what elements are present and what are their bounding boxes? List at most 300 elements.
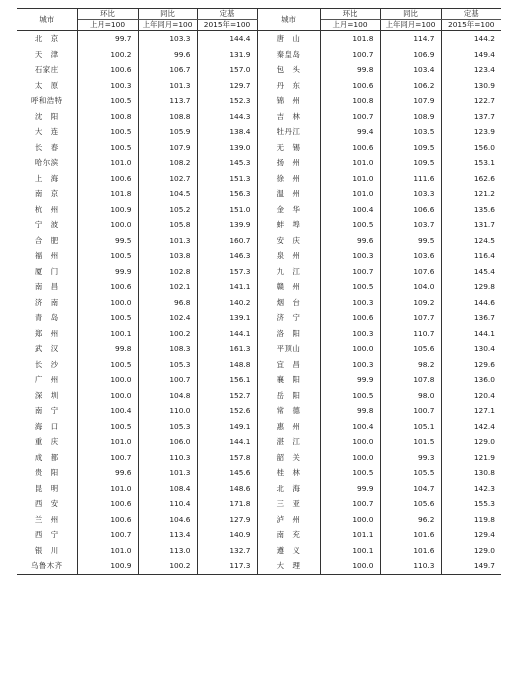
right-yoy-cell: 114.7 (380, 31, 441, 47)
left-mom-cell: 100.4 (77, 403, 138, 419)
table-row (17, 388, 501, 404)
right-city-cell: 吉 林 (257, 109, 320, 125)
left-fixed-cell: 152.3 (197, 93, 257, 109)
right-city-cell: 洛 阳 (257, 326, 320, 342)
left-mom-cell: 100.5 (77, 419, 138, 435)
left-fixed-cell: 129.7 (197, 78, 257, 94)
right-yoy-cell: 108.9 (380, 109, 441, 125)
left-city-cell: 长 春 (17, 140, 77, 156)
left-mom-cell: 100.5 (77, 140, 138, 156)
right-fixed-cell: 129.0 (473, 437, 495, 447)
left-fixed-cell: 139.0 (197, 140, 257, 156)
left-city-cell: 沈 阳 (17, 109, 77, 125)
left-mom-cell: 100.5 (77, 310, 138, 326)
right-mom-cell: 101.1 (320, 527, 380, 543)
right-fixed-cell: 120.4 (473, 390, 495, 400)
left-city-cell: 海 口 (17, 419, 77, 435)
right-fixed-cell: 119.8 (473, 514, 495, 524)
right-city-cell: 襄 阳 (257, 372, 320, 388)
left-mom-cell: 101.0 (77, 481, 138, 497)
right-city-cell: 岳 阳 (257, 388, 320, 404)
table-row (17, 248, 501, 264)
right-mom-cell: 100.5 (320, 279, 380, 295)
right-yoy-cell: 103.3 (380, 186, 441, 202)
header-fixed-right: 定基 (441, 9, 501, 20)
right-city-cell: 湛 江 (257, 434, 320, 450)
right-city-cell: 九 江 (257, 264, 320, 280)
table-row (17, 372, 501, 388)
right-yoy-cell: 101.6 (380, 527, 441, 543)
table-row (17, 186, 501, 202)
right-mom-cell: 100.3 (320, 295, 380, 311)
right-mom-cell: 101.0 (320, 186, 380, 202)
left-mom-cell: 100.6 (77, 512, 138, 528)
left-city-cell: 武 汉 (17, 341, 77, 357)
header-yoy-left: 同比 (138, 9, 197, 20)
table-row (17, 403, 501, 419)
left-city-cell: 北 京 (17, 31, 77, 47)
left-yoy-cell: 113.7 (138, 93, 197, 109)
right-city-cell: 丹 东 (257, 78, 320, 94)
left-city-cell: 南 宁 (17, 403, 77, 419)
right-city-cell: 徐 州 (257, 171, 320, 187)
table-row (17, 419, 501, 435)
table-row (17, 264, 501, 280)
right-fixed-cell: 123.9 (473, 127, 495, 137)
left-city-cell: 西 宁 (17, 527, 77, 543)
left-mom-cell: 99.6 (77, 465, 138, 481)
right-yoy-cell: 103.4 (380, 62, 441, 78)
left-fixed-cell: 139.9 (197, 217, 257, 233)
right-city-cell: 秦皇岛 (257, 47, 320, 63)
table-row (17, 171, 501, 187)
left-yoy-cell: 104.6 (138, 512, 197, 528)
left-yoy-cell: 100.2 (138, 558, 197, 574)
left-fixed-cell: 127.9 (197, 512, 257, 528)
left-mom-cell: 101.0 (77, 155, 138, 171)
right-mom-cell: 99.9 (320, 372, 380, 388)
left-mom-cell: 100.5 (77, 124, 138, 140)
right-yoy-cell: 107.7 (380, 310, 441, 326)
left-mom-cell: 100.0 (77, 388, 138, 404)
right-city-cell: 无 锡 (257, 140, 320, 156)
left-fixed-cell: 152.7 (197, 388, 257, 404)
left-city-cell: 杭 州 (17, 202, 77, 218)
table-header (17, 9, 501, 31)
right-city-cell: 温 州 (257, 186, 320, 202)
header-city-left: 城市 (17, 9, 77, 31)
right-yoy-cell: 105.5 (380, 465, 441, 481)
table-row (17, 109, 501, 125)
right-yoy-cell: 98.2 (380, 357, 441, 373)
left-yoy-cell: 101.3 (138, 465, 197, 481)
right-fixed-cell: 149.4 (473, 49, 495, 59)
left-city-cell: 福 州 (17, 248, 77, 264)
left-city-cell: 贵 阳 (17, 465, 77, 481)
right-yoy-cell: 101.6 (380, 543, 441, 559)
left-yoy-cell: 99.6 (138, 47, 197, 63)
right-mom-cell: 100.0 (320, 512, 380, 528)
right-yoy-cell: 109.5 (380, 155, 441, 171)
right-mom-cell: 100.7 (320, 47, 380, 63)
left-city-cell: 重 庆 (17, 434, 77, 450)
table-row (17, 481, 501, 497)
left-yoy-cell: 110.4 (138, 496, 197, 512)
right-yoy-cell: 104.7 (380, 481, 441, 497)
right-fixed-cell: 124.5 (473, 235, 495, 245)
left-fixed-cell: 140.9 (197, 527, 257, 543)
left-mom-cell: 99.8 (77, 341, 138, 357)
right-yoy-cell: 106.2 (380, 78, 441, 94)
right-fixed-cell: 156.0 (473, 142, 495, 152)
right-fixed-cell: 129.8 (473, 282, 495, 292)
table-body (17, 31, 501, 575)
left-fixed-cell: 151.0 (197, 202, 257, 218)
right-mom-cell: 101.0 (320, 171, 380, 187)
right-city-cell: 金 华 (257, 202, 320, 218)
left-fixed-cell: 157.8 (197, 450, 257, 466)
right-yoy-cell: 96.2 (380, 512, 441, 528)
right-city-cell: 泉 州 (257, 248, 320, 264)
left-mom-cell: 100.9 (77, 558, 138, 574)
left-city-cell: 上 海 (17, 171, 77, 187)
right-fixed-cell: 123.4 (473, 65, 495, 75)
right-yoy-cell: 105.6 (380, 341, 441, 357)
left-fixed-cell: 140.2 (197, 295, 257, 311)
right-mom-cell: 100.3 (320, 248, 380, 264)
right-city-cell: 常 德 (257, 403, 320, 419)
header-yoy-right: 同比 (380, 9, 441, 20)
table-row (17, 155, 501, 171)
right-city-cell: 牡丹江 (257, 124, 320, 140)
left-city-cell: 广 州 (17, 372, 77, 388)
right-mom-cell: 100.0 (320, 434, 380, 450)
right-fixed-cell: 142.3 (473, 483, 495, 493)
right-yoy-cell: 106.6 (380, 202, 441, 218)
left-mom-cell: 100.6 (77, 279, 138, 295)
left-yoy-cell: 113.0 (138, 543, 197, 559)
table-row (17, 202, 501, 218)
table-row (17, 47, 501, 63)
right-fixed-cell: 145.4 (473, 266, 495, 276)
left-mom-cell: 100.6 (77, 496, 138, 512)
header-city-right: 城市 (257, 9, 320, 31)
table-row (17, 233, 501, 249)
table-row (17, 62, 501, 78)
right-city-cell: 泸 州 (257, 512, 320, 528)
right-mom-cell: 100.7 (320, 496, 380, 512)
right-mom-cell: 100.7 (320, 109, 380, 125)
right-yoy-cell: 105.6 (380, 496, 441, 512)
left-yoy-cell: 113.4 (138, 527, 197, 543)
right-mom-cell: 100.6 (320, 140, 380, 156)
table-row (17, 341, 501, 357)
right-city-cell: 遵 义 (257, 543, 320, 559)
left-city-cell: 厦 门 (17, 264, 77, 280)
left-city-cell: 南 京 (17, 186, 77, 202)
left-mom-cell: 101.0 (77, 543, 138, 559)
right-city-cell: 宜 昌 (257, 357, 320, 373)
right-mom-cell: 101.8 (320, 31, 380, 47)
right-fixed-cell: 127.1 (473, 406, 495, 416)
table-row (17, 357, 501, 373)
right-fixed-cell: 121.9 (473, 452, 495, 462)
left-city-cell: 太 原 (17, 78, 77, 94)
right-mom-cell: 100.5 (320, 217, 380, 233)
left-city-cell: 哈尔滨 (17, 155, 77, 171)
left-yoy-cell: 107.9 (138, 140, 197, 156)
right-mom-cell: 99.9 (320, 481, 380, 497)
right-mom-cell: 99.8 (320, 403, 380, 419)
right-city-cell: 烟 台 (257, 295, 320, 311)
header-mom-left: 环比 (77, 9, 138, 20)
right-yoy-cell: 111.6 (380, 171, 441, 187)
right-mom-cell: 100.6 (320, 78, 380, 94)
left-fixed-cell: 157.0 (197, 62, 257, 78)
right-mom-cell: 100.8 (320, 93, 380, 109)
right-fixed-cell: 144.2 (473, 34, 495, 44)
left-yoy-cell: 101.3 (138, 233, 197, 249)
right-city-cell: 唐 山 (257, 31, 320, 47)
left-mom-cell: 99.9 (77, 264, 138, 280)
header-fixed-sub-right: 2015年=100 (441, 20, 501, 31)
right-fixed-cell: 162.6 (473, 173, 495, 183)
left-fixed-cell: 156.1 (197, 372, 257, 388)
left-mom-cell: 100.0 (77, 372, 138, 388)
right-fixed-cell: 129.6 (473, 359, 495, 369)
header-fixed-sub-left: 2015年=100 (197, 20, 257, 31)
left-fixed-cell: 132.7 (197, 543, 257, 559)
left-mom-cell: 100.6 (77, 62, 138, 78)
left-fixed-cell: 117.3 (197, 558, 257, 574)
right-yoy-cell: 107.6 (380, 264, 441, 280)
right-city-cell: 桂 林 (257, 465, 320, 481)
right-fixed-cell: 149.7 (473, 561, 495, 571)
left-fixed-cell: 131.9 (197, 47, 257, 63)
right-fixed-cell: 131.7 (473, 220, 495, 230)
left-fixed-cell: 157.3 (197, 264, 257, 280)
left-mom-cell: 100.1 (77, 326, 138, 342)
left-city-cell: 天 津 (17, 47, 77, 63)
left-mom-cell: 100.6 (77, 171, 138, 187)
header-yoy-sub-left: 上年同月=100 (138, 20, 197, 31)
right-yoy-cell: 100.7 (380, 403, 441, 419)
left-mom-cell: 101.0 (77, 434, 138, 450)
left-mom-cell: 100.5 (77, 93, 138, 109)
left-fixed-cell: 156.3 (197, 186, 257, 202)
right-fixed-cell: 144.1 (473, 328, 495, 338)
right-fixed-cell: 130.8 (473, 468, 495, 478)
right-yoy-cell: 107.9 (380, 93, 441, 109)
right-fixed-cell: 121.2 (473, 189, 495, 199)
table-row (17, 496, 501, 512)
left-city-cell: 济 南 (17, 295, 77, 311)
left-yoy-cell: 100.7 (138, 372, 197, 388)
right-yoy-cell: 106.9 (380, 47, 441, 63)
left-yoy-cell: 106.7 (138, 62, 197, 78)
table-row (17, 279, 501, 295)
left-yoy-cell: 104.8 (138, 388, 197, 404)
right-city-cell: 安 庆 (257, 233, 320, 249)
left-yoy-cell: 110.3 (138, 450, 197, 466)
left-yoy-cell: 100.2 (138, 326, 197, 342)
table-row (17, 217, 501, 233)
left-yoy-cell: 108.2 (138, 155, 197, 171)
right-fixed-cell: 137.7 (473, 111, 495, 121)
right-fixed-cell: 130.9 (473, 80, 495, 90)
table-row (17, 310, 501, 326)
right-city-cell: 济 宁 (257, 310, 320, 326)
right-mom-cell: 100.4 (320, 419, 380, 435)
left-city-cell: 兰 州 (17, 512, 77, 528)
left-city-cell: 银 川 (17, 543, 77, 559)
table-row (17, 295, 501, 311)
table-row (17, 527, 501, 543)
right-city-cell: 包 头 (257, 62, 320, 78)
right-fixed-cell: 135.6 (473, 204, 495, 214)
right-city-cell: 惠 州 (257, 419, 320, 435)
left-fixed-cell: 141.1 (197, 279, 257, 295)
header-mom-right: 环比 (320, 9, 380, 20)
left-fixed-cell: 146.3 (197, 248, 257, 264)
header-yoy-sub-right: 上年同月=100 (380, 20, 441, 31)
right-city-cell: 蚌 埠 (257, 217, 320, 233)
right-fixed-cell: 130.4 (473, 344, 495, 354)
right-yoy-cell: 110.3 (380, 558, 441, 574)
table-row (17, 93, 501, 109)
left-mom-cell: 100.2 (77, 47, 138, 63)
right-yoy-cell: 107.8 (380, 372, 441, 388)
table-row (17, 465, 501, 481)
table-row (17, 450, 501, 466)
right-fixed-cell: 155.3 (473, 499, 495, 509)
header-mom-sub-left: 上月=100 (77, 20, 138, 31)
header-mom-sub-right: 上月=100 (320, 20, 380, 31)
right-mom-cell: 100.1 (320, 543, 380, 559)
left-mom-cell: 100.8 (77, 109, 138, 125)
left-yoy-cell: 108.4 (138, 481, 197, 497)
header-fixed-left: 定基 (197, 9, 257, 20)
left-yoy-cell: 96.8 (138, 295, 197, 311)
right-city-cell: 赣 州 (257, 279, 320, 295)
right-yoy-cell: 110.7 (380, 326, 441, 342)
left-city-cell: 石家庄 (17, 62, 77, 78)
table-row (17, 512, 501, 528)
right-city-cell: 三 亚 (257, 496, 320, 512)
left-city-cell: 乌鲁木齐 (17, 558, 77, 574)
right-city-cell: 韶 关 (257, 450, 320, 466)
right-fixed-cell: 142.4 (473, 421, 495, 431)
left-fixed-cell: 144.1 (197, 434, 257, 450)
left-yoy-cell: 101.3 (138, 78, 197, 94)
left-city-cell: 郑 州 (17, 326, 77, 342)
table-row (17, 78, 501, 94)
left-fixed-cell: 152.6 (197, 403, 257, 419)
left-city-cell: 青 岛 (17, 310, 77, 326)
right-fixed-cell: 153.1 (473, 158, 495, 168)
right-mom-cell: 100.5 (320, 388, 380, 404)
left-city-cell: 宁 波 (17, 217, 77, 233)
left-yoy-cell: 104.5 (138, 186, 197, 202)
price-index-table (17, 8, 501, 575)
left-mom-cell: 100.9 (77, 202, 138, 218)
right-yoy-cell: 103.6 (380, 248, 441, 264)
left-city-cell: 西 安 (17, 496, 77, 512)
left-city-cell: 深 圳 (17, 388, 77, 404)
left-yoy-cell: 103.3 (138, 31, 197, 47)
left-mom-cell: 100.7 (77, 450, 138, 466)
left-yoy-cell: 102.4 (138, 310, 197, 326)
right-mom-cell: 100.3 (320, 357, 380, 373)
left-fixed-cell: 148.6 (197, 481, 257, 497)
table-row (17, 31, 501, 47)
left-mom-cell: 100.5 (77, 357, 138, 373)
table-row (17, 558, 501, 574)
left-fixed-cell: 138.4 (197, 124, 257, 140)
right-yoy-cell: 98.0 (380, 388, 441, 404)
left-mom-cell: 99.7 (77, 31, 138, 47)
left-yoy-cell: 102.1 (138, 279, 197, 295)
right-mom-cell: 100.3 (320, 326, 380, 342)
left-city-cell: 昆 明 (17, 481, 77, 497)
right-fixed-cell: 129.4 (473, 530, 495, 540)
price-index-table-container (17, 8, 501, 575)
right-yoy-cell: 105.1 (380, 419, 441, 435)
right-yoy-cell: 103.7 (380, 217, 441, 233)
right-yoy-cell: 109.5 (380, 140, 441, 156)
right-yoy-cell: 99.5 (380, 233, 441, 249)
right-yoy-cell: 103.5 (380, 124, 441, 140)
left-yoy-cell: 105.9 (138, 124, 197, 140)
left-yoy-cell: 108.3 (138, 341, 197, 357)
right-mom-cell: 100.0 (320, 341, 380, 357)
right-city-cell: 锦 州 (257, 93, 320, 109)
left-city-cell: 成 都 (17, 450, 77, 466)
right-mom-cell: 99.6 (320, 233, 380, 249)
right-fixed-cell: 136.0 (473, 375, 495, 385)
right-city-cell: 北 海 (257, 481, 320, 497)
left-yoy-cell: 108.8 (138, 109, 197, 125)
left-yoy-cell: 102.7 (138, 171, 197, 187)
right-mom-cell: 101.0 (320, 155, 380, 171)
left-mom-cell: 100.7 (77, 527, 138, 543)
left-city-cell: 大 连 (17, 124, 77, 140)
table-row (17, 543, 501, 559)
right-fixed-cell: 116.4 (473, 251, 495, 261)
table-row (17, 124, 501, 140)
left-fixed-cell: 151.3 (197, 171, 257, 187)
right-city-cell: 大 理 (257, 558, 320, 574)
right-fixed-cell: 136.7 (473, 313, 495, 323)
right-yoy-cell: 104.0 (380, 279, 441, 295)
left-fixed-cell: 145.6 (197, 465, 257, 481)
left-mom-cell: 101.8 (77, 186, 138, 202)
left-fixed-cell: 144.1 (197, 326, 257, 342)
left-mom-cell: 100.0 (77, 295, 138, 311)
table-row (17, 140, 501, 156)
left-city-cell: 长 沙 (17, 357, 77, 373)
right-yoy-cell: 109.2 (380, 295, 441, 311)
right-mom-cell: 99.4 (320, 124, 380, 140)
left-city-cell: 南 昌 (17, 279, 77, 295)
right-city-cell: 扬 州 (257, 155, 320, 171)
left-fixed-cell: 171.8 (197, 496, 257, 512)
left-fixed-cell: 148.8 (197, 357, 257, 373)
right-fixed-cell: 122.7 (473, 96, 495, 106)
right-city-cell: 平顶山 (257, 341, 320, 357)
right-mom-cell: 100.5 (320, 465, 380, 481)
right-mom-cell: 100.7 (320, 264, 380, 280)
